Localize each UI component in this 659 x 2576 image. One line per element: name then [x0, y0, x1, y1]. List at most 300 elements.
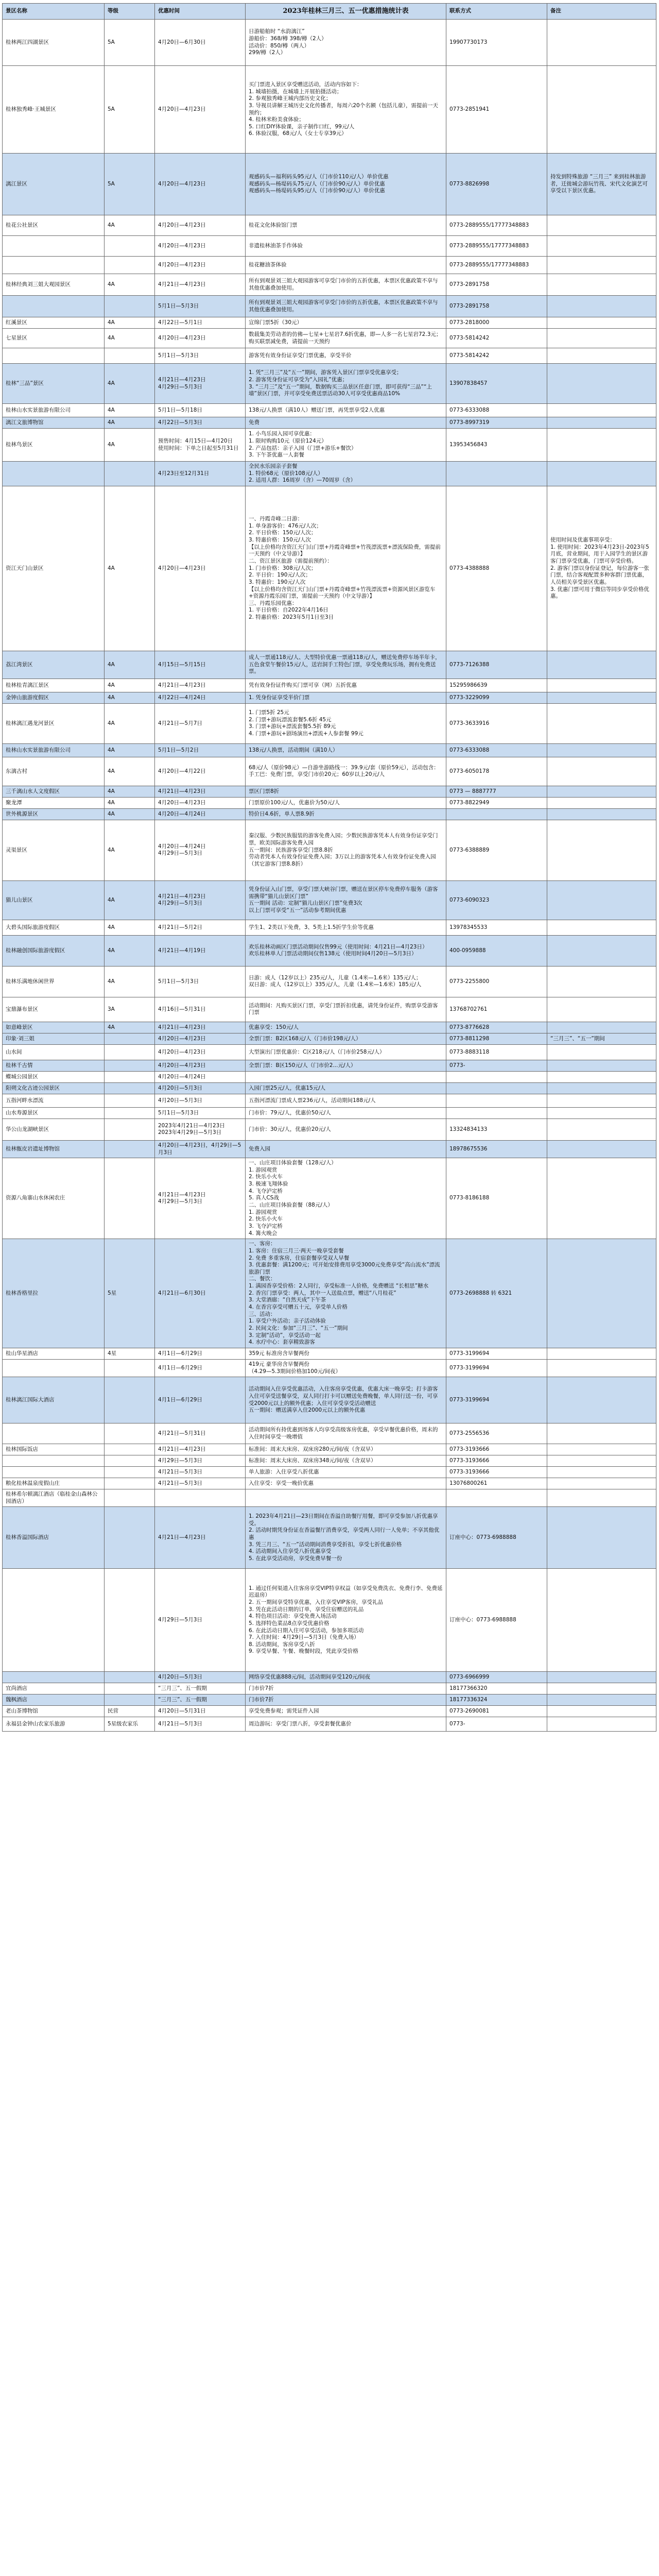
measures-cell [246, 1694, 446, 1706]
level-cell [105, 462, 155, 486]
level-text: 5A [108, 106, 115, 112]
scenic-name-cell [3, 820, 105, 880]
time-cell [155, 1140, 246, 1158]
time-cell [155, 1489, 246, 1507]
measures-cell [246, 703, 446, 743]
note-cell [547, 1706, 656, 1717]
level-cell [105, 935, 155, 966]
time-cell [155, 1060, 246, 1071]
time-text: 4月20日—4月23日 [158, 242, 206, 249]
time-text: 4月1日—6月29日 [158, 1396, 202, 1403]
contact-cell [446, 1359, 547, 1377]
scenic-name-text: 桂林山水实景旅游有限公司 [6, 406, 71, 413]
time-text: 5月1日—5月18日 [158, 406, 202, 413]
contact-cell [446, 257, 547, 274]
measures-cell [246, 215, 446, 236]
time-text: 4月21日—4月23日 4月29日—5月3日 [158, 376, 206, 390]
level-text: 4A [108, 896, 115, 903]
measures-cell [246, 692, 446, 703]
measures-text: 全民水乐园亲子套餐 1. 特价68元（原价108元/人） 2. 适用人群：16周岁（含）—70周岁（含） [249, 463, 356, 484]
contact-text: 13324834133 [449, 1126, 488, 1132]
scenic-name-text: 印象·刘三姐 [6, 1035, 34, 1042]
measures-text: 1. 凭“三月三”及“五一”期间，游客凭入景区门票享受优惠享受； 2. 游客凭身份证可享受为“入园礼”优惠； 3. “三月三”及“五一”期间，数据购买三品景区任意门票，即可获得“三品”“上墙”景区门票，并可享受免费送票活动30人可享受优惠商品10% [249, 369, 432, 397]
note-cell [547, 820, 656, 880]
measures-cell [246, 651, 446, 679]
time-cell [155, 329, 246, 348]
scenic-name-cell [3, 935, 105, 966]
scenic-name-text: 漓江景区 [6, 180, 27, 187]
contact-cell [446, 364, 547, 404]
time-cell [155, 1717, 246, 1732]
measures-cell [246, 679, 446, 692]
table-row [3, 417, 656, 429]
scenic-name-text: 资源八角寨山水休闲农庄 [6, 1195, 65, 1201]
note-cell [547, 1569, 656, 1672]
measures-text: 五指河漂流门票成人票236元/人，活动期间188元/人 [249, 1097, 376, 1104]
scenic-name-cell [3, 417, 105, 429]
table-row [3, 1022, 656, 1033]
level-text: 4A [108, 334, 115, 341]
level-cell [105, 1044, 155, 1060]
measures-cell [246, 1094, 446, 1107]
time-text: 4月20日—4月24日 [158, 810, 206, 817]
level-text: 4A [108, 1024, 115, 1030]
contact-cell [446, 997, 547, 1022]
scenic-name-cell [3, 880, 105, 920]
level-cell [105, 1359, 155, 1377]
level-text: 3A [108, 1006, 115, 1012]
note-cell [547, 1107, 656, 1118]
measures-cell [246, 1044, 446, 1060]
note-cell [547, 1118, 656, 1140]
level-text: 4A [108, 747, 115, 753]
scenic-name-text: 桂林香格里拉 [6, 1290, 38, 1296]
level-cell [105, 236, 155, 257]
scenic-name-cell [3, 1140, 105, 1158]
time-text: 预售时间：4月15日—4月20日 使用时间：下单之日起至5月31日 [158, 437, 239, 451]
time-cell [155, 997, 246, 1022]
table-row [3, 486, 656, 651]
time-cell [155, 1694, 246, 1706]
scenic-name-text: 桂林千古情 [6, 1062, 33, 1069]
contact-text: 13768702761 [449, 1006, 488, 1012]
note-cell [547, 1071, 656, 1082]
time-text: 4月21日—5月31日 [158, 1430, 206, 1436]
measures-text: 1. 凭身份证享受半价门票 [249, 694, 310, 701]
contact-text: 0773-8186188 [449, 1195, 490, 1201]
level-cell [105, 820, 155, 880]
note-cell [547, 692, 656, 703]
table-row [3, 1694, 656, 1706]
time-text: 4月22日—5月3日 [158, 419, 202, 426]
level-cell [105, 1094, 155, 1107]
level-cell [105, 20, 155, 66]
measures-text: 入住享受：享受一晚价优惠 [249, 1480, 314, 1486]
contact-cell [446, 820, 547, 880]
contact-cell [446, 1478, 547, 1489]
note-cell [547, 797, 656, 808]
contact-text: 0773-3229099 [449, 694, 490, 701]
table-row [3, 1478, 656, 1489]
contact-cell [446, 1239, 547, 1348]
measures-cell [246, 1082, 446, 1094]
measures-cell [246, 743, 446, 757]
time-text: 4月20日—4月23日 [158, 106, 206, 112]
measures-cell [246, 257, 446, 274]
scenic-name-cell [3, 1569, 105, 1672]
scenic-name-cell [3, 1107, 105, 1118]
measures-cell [246, 1140, 446, 1158]
table-row [3, 1444, 656, 1455]
time-cell [155, 1672, 246, 1683]
measures-text: 门票原价100元/人，优惠价为50元/人 [249, 799, 340, 806]
measures-text: 全票门票：B2区168元/人（门市价198元/人） [249, 1035, 361, 1042]
note-cell [547, 1033, 656, 1044]
level-text: 4A [108, 720, 115, 726]
time-text: 4月20日—4月23日 [158, 1035, 206, 1042]
time-text: 4月21日—4月23日 4月29日—5月3日 [158, 893, 206, 907]
scenic-name-cell [3, 1044, 105, 1060]
contact-text: 0773-2698888 转 6321 [449, 1290, 512, 1296]
scenic-name-cell [3, 1706, 105, 1717]
measures-text: 免费 [249, 419, 259, 426]
level-cell [105, 1489, 155, 1507]
time-cell [155, 880, 246, 920]
measures-text: 入园门票25元/人，优惠15元/人 [249, 1084, 326, 1091]
time-text: 4月20日—6月30日 [158, 39, 206, 45]
time-cell [155, 1044, 246, 1060]
contact-text: 订座中心：0773-6988888 [449, 1534, 516, 1541]
scenic-name-cell [3, 462, 105, 486]
time-cell [155, 404, 246, 417]
contact-cell [446, 1489, 547, 1507]
table-row [3, 1348, 656, 1359]
measures-cell [246, 66, 446, 154]
note-cell [547, 1467, 656, 1478]
time-text: 4月20日—5月3日 [158, 1084, 202, 1091]
scenic-name-cell [3, 1455, 105, 1467]
scenic-name-text: 桂林两江四湖景区 [6, 39, 49, 45]
level-cell [105, 757, 155, 786]
level-cell [105, 1377, 155, 1423]
contact-cell [446, 1022, 547, 1033]
note-cell [547, 1060, 656, 1071]
level-cell [105, 743, 155, 757]
contact-cell [446, 1033, 547, 1044]
level-cell [105, 920, 155, 935]
level-text: 4A [108, 441, 115, 448]
contact-cell [446, 703, 547, 743]
measures-text: 全票门票：B区150元/人（门市价2...元/人） [249, 1062, 356, 1069]
scenic-name-cell [3, 966, 105, 997]
measures-cell [246, 329, 446, 348]
scenic-name-cell [3, 1022, 105, 1033]
scenic-name-text: 桂林希尔顿漓江酒店（临桂金山森林公园酒店） [6, 1491, 98, 1504]
table-row [3, 703, 656, 743]
time-cell [155, 692, 246, 703]
level-text: 4A [108, 768, 115, 774]
time-text: 4月20日—4月23日 [158, 222, 206, 228]
measures-cell [246, 1444, 446, 1455]
header-contact: 联系方式 [446, 4, 547, 20]
time-text: 4月20日—4月23日 [158, 565, 206, 571]
scenic-name-cell [3, 1359, 105, 1377]
contact-cell [446, 486, 547, 651]
table-row [3, 1140, 656, 1158]
table-row [3, 1071, 656, 1082]
measures-text: 桂花文化体验馆门票 [249, 222, 298, 228]
time-text: 4月1日—6月29日 [158, 1364, 202, 1371]
scenic-name-cell [3, 797, 105, 808]
note-cell [547, 1140, 656, 1158]
level-cell [105, 1717, 155, 1732]
measures-text: 138元/人换票（满10人）赠送门票，再凭票享受2人优惠 [249, 406, 385, 413]
note-cell [547, 257, 656, 274]
contact-text: 0773-2556536 [449, 1430, 490, 1436]
measures-cell [246, 348, 446, 364]
table-row [3, 1489, 656, 1507]
note-cell [547, 317, 656, 329]
table-row [3, 404, 656, 417]
header-scenic-name: 景区名称 [3, 4, 105, 20]
note-cell [547, 808, 656, 820]
level-text: 4A [108, 406, 115, 413]
measures-text: 419元 豪华房含早餐两份 （4.29—5.3期间价格加100元/间夜） [249, 1361, 341, 1375]
scenic-name-text: 桂林独秀峰·王城景区 [6, 106, 56, 112]
note-cell [547, 1348, 656, 1359]
contact-text: 0773-3193666 [449, 1457, 490, 1464]
time-cell [155, 797, 246, 808]
time-cell [155, 486, 246, 651]
time-cell [155, 1239, 246, 1348]
time-cell [155, 66, 246, 154]
scenic-name-cell [3, 692, 105, 703]
time-cell [155, 1467, 246, 1478]
table-row [3, 329, 656, 348]
level-cell [105, 997, 155, 1022]
level-text: 4A [108, 810, 115, 817]
contact-cell [446, 236, 547, 257]
note-cell [547, 429, 656, 462]
time-text: 4月21日—4月23日 [158, 682, 206, 688]
measures-text: 所有到观景刘三姐大观园游客可享受门市价的五折优惠，本票区优惠政策不享与其他优惠叠加使用。 [249, 277, 438, 291]
time-text: 4月21日—5月2日 [158, 924, 202, 930]
contact-cell [446, 296, 547, 317]
scenic-name-text: 蝶城公园景区 [6, 1073, 38, 1080]
measures-text: 活动期间入住享受优惠活动，入住客房享受优惠，优惠大床一晚享受；打卡游客入住可享受送餐享受，双人同行打卡可以赠送免费晚餐，单人同行送一份，可享受2000元以上的额外优惠；入住可享受享受活动赠送 五一期间：赠送满享入住2000元以上的额外优惠 [249, 1386, 438, 1414]
time-cell [155, 1033, 246, 1044]
note-cell [547, 920, 656, 935]
contact-cell [446, 1107, 547, 1118]
measures-cell [246, 1118, 446, 1140]
time-cell [155, 215, 246, 236]
note-cell [547, 1094, 656, 1107]
measures-cell [246, 1359, 446, 1377]
time-cell [155, 236, 246, 257]
contact-cell [446, 317, 547, 329]
measures-cell [246, 1377, 446, 1423]
level-cell [105, 329, 155, 348]
time-text: 4月20日—4月24日 [158, 1073, 206, 1080]
time-cell [155, 1683, 246, 1694]
contact-text: 0773-6050178 [449, 768, 490, 774]
scenic-name-text: 桂山华星酒店 [6, 1350, 38, 1357]
measures-text: 活动期间所有持优惠到场客人均享受高级客房优惠，享受早餐优惠价格，周末的入住时间享受一晚增值 [249, 1427, 438, 1440]
scenic-name-text: 魏枫酒店 [6, 1697, 27, 1703]
measures-cell [246, 429, 446, 462]
contact-cell [446, 1071, 547, 1082]
scenic-name-cell [3, 348, 105, 364]
table-row [3, 1507, 656, 1569]
time-cell [155, 966, 246, 997]
time-text: 4月21日—4月23日 [158, 1446, 206, 1452]
scenic-name-cell [3, 786, 105, 797]
contact-text: 0773-6966999 [449, 1674, 490, 1681]
contact-cell [446, 215, 547, 236]
scenic-name-text: 东漓古村 [6, 768, 27, 774]
time-cell [155, 1377, 246, 1423]
note-cell [547, 66, 656, 154]
contact-text: 0773-8822949 [449, 799, 490, 806]
level-cell [105, 66, 155, 154]
scenic-name-cell [3, 1717, 105, 1732]
contact-text: 订座中心：0773-6988888 [449, 1617, 516, 1623]
level-text: 4A [108, 947, 115, 954]
measures-text: 成人一票通118元/人、大型特价优惠一票通118元/人，赠送免费停车场半年卡，五色食堂午餐价15元/人，送岩洞手工特色门票，享受免费玩乐场，拥有免费送票。 [249, 654, 441, 675]
contact-text: 0773-3199694 [449, 1350, 490, 1357]
contact-cell [446, 692, 547, 703]
time-text: 4月20日—5月3日 [158, 1674, 202, 1681]
table-row [3, 1683, 656, 1694]
table-body [3, 20, 656, 1732]
promotion-table [2, 3, 656, 1732]
measures-cell [246, 236, 446, 257]
time-cell [155, 154, 246, 215]
measures-text: 所有到观景刘三姐大观园游客可享受门市价的五折优惠，本票区优惠政策不享与其他优惠叠加使用。 [249, 299, 438, 313]
contact-cell [446, 651, 547, 679]
time-cell [155, 1423, 246, 1444]
scenic-name-cell [3, 1507, 105, 1569]
measures-text: 标准间：周末大床房、双床房348元/间/夜（含双早） [249, 1457, 376, 1464]
contact-text: 0773-8826998 [449, 180, 490, 187]
contact-cell [446, 1060, 547, 1071]
level-cell [105, 1107, 155, 1118]
scenic-name-cell [3, 317, 105, 329]
header-row [3, 4, 656, 20]
time-text: 4月22日—4月24日 [158, 694, 206, 701]
scenic-name-cell [3, 364, 105, 404]
measures-cell [246, 296, 446, 317]
scenic-name-cell [3, 679, 105, 692]
measures-cell [246, 880, 446, 920]
table-row [3, 20, 656, 66]
level-cell [105, 215, 155, 236]
scenic-name-text: 桂林经典刘三姐大观园景区 [6, 281, 71, 287]
contact-cell [446, 404, 547, 417]
scenic-name-cell [3, 429, 105, 462]
measures-cell [246, 1033, 446, 1044]
scenic-name-text: 桂林漓江国际大酒店 [6, 1396, 55, 1403]
contact-text: 0773-2889555/17777348883 [449, 242, 529, 249]
scenic-name-cell [3, 1060, 105, 1071]
level-cell [105, 404, 155, 417]
measures-cell [246, 1489, 446, 1507]
measures-text: 68元/人（原价98元）—自游坐游路线一：39.9元/套（原价59元），活动包含：手工巴：免费门票，享受门市价20元；60岁以上20元/人 [249, 764, 439, 778]
time-text: 4月20日—4月23日 [158, 1062, 206, 1069]
contact-text: 0773-2690081 [449, 1708, 490, 1715]
scenic-name-text: 桂林国际饭店 [6, 1446, 38, 1452]
contact-text: 0773-3633916 [449, 720, 490, 726]
scenic-name-cell [3, 1672, 105, 1683]
time-cell [155, 417, 246, 429]
note-cell [547, 1717, 656, 1732]
note-cell [547, 997, 656, 1022]
measures-text: 桂花糖油茶体验 [249, 261, 287, 268]
scenic-name-text: 资江天门山景区 [6, 565, 44, 571]
level-cell [105, 1423, 155, 1444]
scenic-name-cell [3, 154, 105, 215]
contact-text: 19907730173 [449, 39, 488, 45]
time-cell [155, 1107, 246, 1118]
measures-text: 游客凭有效身份证享受门票优惠，享受半价 [249, 352, 352, 359]
contact-text: 15295986639 [449, 682, 488, 688]
time-text: 4月20日—4月23日 [158, 334, 206, 341]
table-row [3, 462, 656, 486]
table-row [3, 317, 656, 329]
measures-cell [246, 274, 446, 296]
measures-text: 学生1、2类以下免费，3、5类上1.5折学生价等优惠 [249, 924, 374, 930]
measures-text: 网络享受优惠888元/间，活动期间享受120元/间夜 [249, 1674, 371, 1681]
contact-cell [446, 20, 547, 66]
scenic-name-text: 桂林桂青漓江景区 [6, 682, 49, 688]
contact-text: 18177366320 [449, 1685, 488, 1692]
time-text: 5月1日—5月2日 [158, 747, 199, 753]
scenic-name-cell [3, 1478, 105, 1489]
note-cell [547, 296, 656, 317]
contact-text: 13978345533 [449, 924, 488, 930]
note-cell [547, 1444, 656, 1455]
table-row [3, 66, 656, 154]
contact-cell [446, 920, 547, 935]
scenic-name-cell [3, 1444, 105, 1455]
scenic-name-cell [3, 1071, 105, 1082]
note-cell [547, 757, 656, 786]
measures-text: 买门票进入景区享受赠送活动，活动内容如下： 1. 城墙拍摄，在城墙上开展拍摄活动； 2. 参观独秀峰王城内部历史文化； 3. 导视员讲解王城历史文化传播者，每周六20个名额（包括儿童），需提前一天预约； 4. 桂林米粉美食体验； 5. 口红DIY体验课，亲子制作口红，99元/人 6. 体验汉服，68元/人（女士专享39元） [249, 81, 438, 137]
contact-cell [446, 1082, 547, 1094]
contact-text: 18177336324 [449, 1697, 488, 1703]
level-cell [105, 1478, 155, 1489]
measures-cell [246, 1060, 446, 1071]
measures-text: 享受免费参观；需凭证件入园 [249, 1708, 319, 1715]
measures-cell [246, 1672, 446, 1683]
note-text: “三月三”、“五一”期间 [550, 1035, 605, 1042]
time-cell [155, 808, 246, 820]
time-cell [155, 1507, 246, 1569]
time-cell [155, 1022, 246, 1033]
time-text: 4月20日—4月23日 [158, 799, 206, 806]
scenic-name-cell [3, 1118, 105, 1140]
scenic-name-cell [3, 257, 105, 274]
contact-cell [446, 1569, 547, 1672]
time-cell [155, 1158, 246, 1239]
time-text: “三月三”、五一假期 [158, 1685, 207, 1692]
time-cell [155, 1348, 246, 1359]
measures-text: 免费入园 [249, 1145, 270, 1152]
table-row [3, 1158, 656, 1239]
time-cell [155, 1706, 246, 1717]
contact-text: 0773-3193666 [449, 1468, 490, 1475]
contact-text: 0773-6333088 [449, 747, 490, 753]
